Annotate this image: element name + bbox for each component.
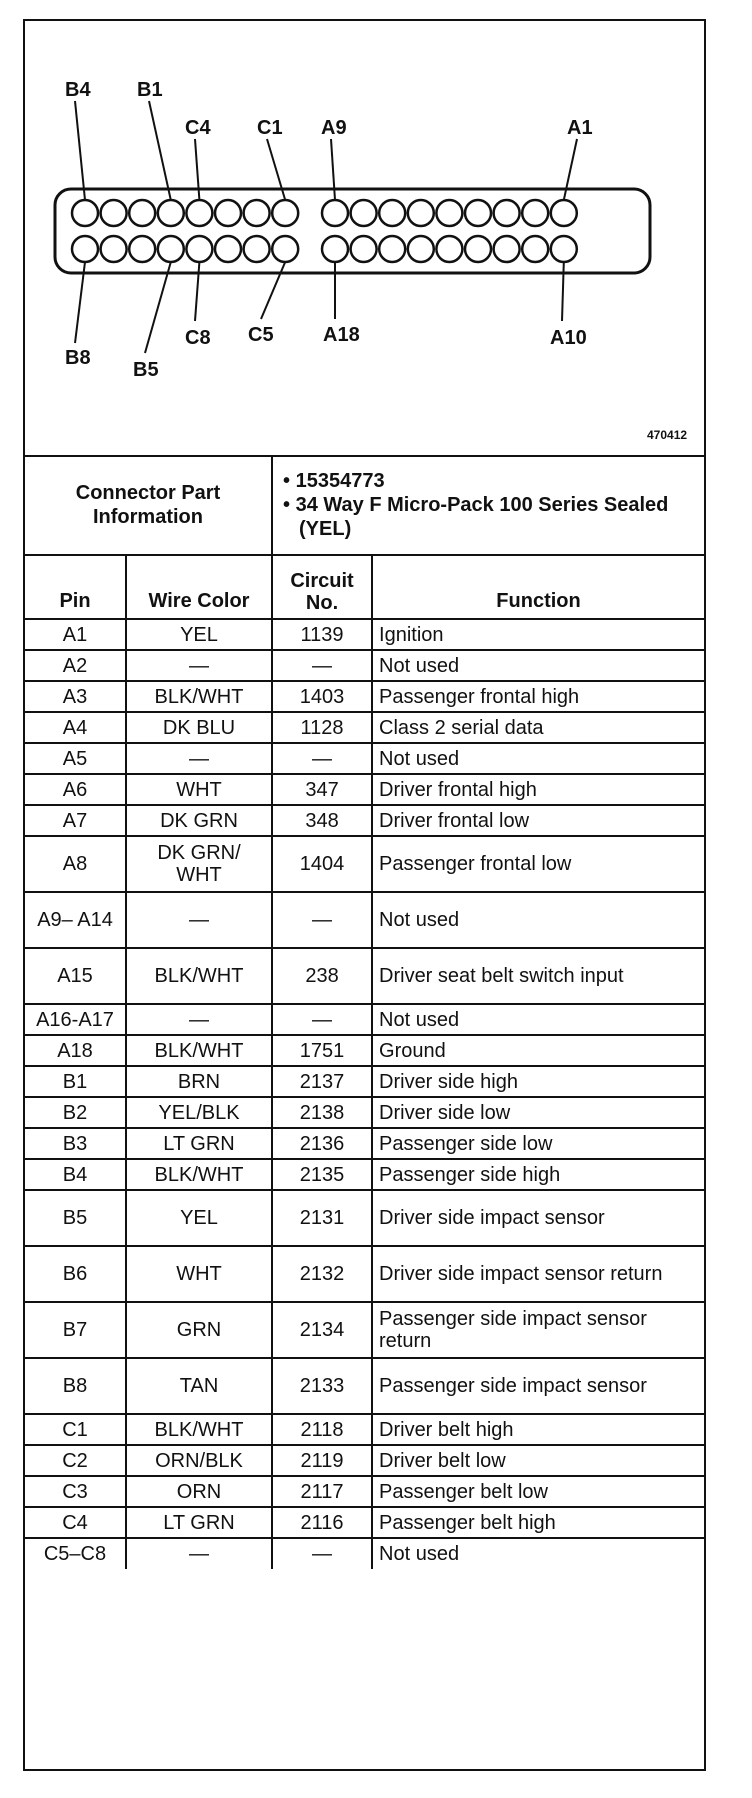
pin-socket: [101, 200, 127, 226]
table-row: [25, 1246, 704, 1302]
cell-circuit-no: 2133: [272, 1358, 372, 1414]
pin-socket: [215, 200, 241, 226]
cell-wire-color: LT GRN: [126, 1507, 272, 1538]
cell-pin: B2: [25, 1097, 126, 1128]
col-header-function: Function: [372, 555, 704, 619]
cell-pin: C3: [25, 1476, 126, 1507]
cell-pin: A8: [25, 836, 126, 892]
leader-line: [195, 139, 199, 200]
pin-socket: [351, 200, 377, 226]
cell-pin: A4: [25, 712, 126, 743]
pin-socket: [272, 200, 298, 226]
connector-face-svg: [25, 21, 704, 455]
table-row: [25, 681, 704, 712]
cell-pin: A9– A14: [25, 892, 126, 948]
cell-function: Driver side low: [372, 1097, 704, 1128]
connector-info-item: • 34 Way F Micro-Pack 100 Series Sealed (YEL): [283, 493, 669, 540]
cell-wire-color: DK BLU: [126, 712, 272, 743]
cell-circuit-no: 238: [272, 948, 372, 1004]
cell-function: Driver side impact sensor: [372, 1190, 704, 1246]
cell-function: Passenger belt low: [372, 1476, 704, 1507]
pin-socket: [322, 200, 348, 226]
table-row: [25, 948, 704, 1004]
cell-pin: A15: [25, 948, 126, 1004]
pin-label-c8: C8: [185, 327, 211, 349]
cell-pin: C1: [25, 1414, 126, 1445]
pin-label-b1: B1: [137, 79, 163, 101]
cell-pin: B5: [25, 1190, 126, 1246]
pinout-table: [25, 455, 704, 1569]
pin-socket: [494, 200, 520, 226]
connector-info-row: [25, 455, 704, 555]
pin-label-a1: A1: [567, 117, 593, 139]
pin-socket: [551, 236, 577, 262]
leader-line: [331, 139, 335, 200]
pin-label-a18: A18: [323, 324, 360, 346]
table-row: [25, 1004, 704, 1035]
cell-function: Ground: [372, 1035, 704, 1066]
cell-function: Driver frontal high: [372, 774, 704, 805]
table-row: [25, 1476, 704, 1507]
cell-pin: C5–C8: [25, 1538, 126, 1569]
cell-circuit-no: 1139: [272, 619, 372, 650]
leader-line: [149, 101, 171, 200]
connector-sheet: [23, 19, 706, 1771]
cell-wire-color: —: [126, 892, 272, 948]
cell-circuit-no: —: [272, 743, 372, 774]
cell-pin: A6: [25, 774, 126, 805]
pin-label-b8: B8: [65, 347, 91, 369]
cell-wire-color: —: [126, 743, 272, 774]
cell-pin: A2: [25, 650, 126, 681]
pin-socket: [522, 236, 548, 262]
table-row: [25, 836, 704, 892]
cell-pin: B1: [25, 1066, 126, 1097]
cell-function: Passenger frontal high: [372, 681, 704, 712]
cell-circuit-no: —: [272, 1004, 372, 1035]
pin-socket: [101, 236, 127, 262]
cell-wire-color: BLK/WHT: [126, 1414, 272, 1445]
pin-socket: [408, 200, 434, 226]
pin-label-b5: B5: [133, 359, 159, 381]
cell-function: Passenger belt high: [372, 1507, 704, 1538]
cell-function: Driver belt low: [372, 1445, 704, 1476]
cell-function: Driver belt high: [372, 1414, 704, 1445]
pin-label-c1: C1: [257, 117, 283, 139]
pin-socket: [351, 236, 377, 262]
leader-line: [75, 101, 85, 200]
pin-socket: [215, 236, 241, 262]
cell-wire-color: BRN: [126, 1066, 272, 1097]
leader-line: [145, 262, 171, 353]
table-row: [25, 619, 704, 650]
connector-info-list: [272, 455, 704, 555]
cell-function: Passenger side high: [372, 1159, 704, 1190]
cell-wire-color: BLK/WHT: [126, 1159, 272, 1190]
table-row: [25, 650, 704, 681]
cell-wire-color: ORN/BLK: [126, 1445, 272, 1476]
pin-socket: [322, 236, 348, 262]
table-row: [25, 1128, 704, 1159]
table-row: [25, 1538, 704, 1569]
cell-pin: C4: [25, 1507, 126, 1538]
pin-label-b4: B4: [65, 79, 91, 101]
pin-socket: [436, 200, 462, 226]
cell-function: Class 2 serial data: [372, 712, 704, 743]
cell-circuit-no: 2134: [272, 1302, 372, 1358]
cell-circuit-no: 1128: [272, 712, 372, 743]
pin-label-a9: A9: [321, 117, 347, 139]
pin-socket: [72, 200, 98, 226]
pin-label-c5: C5: [248, 324, 274, 346]
pin-socket: [158, 200, 184, 226]
cell-circuit-no: 1403: [272, 681, 372, 712]
cell-pin: A3: [25, 681, 126, 712]
leader-line: [195, 262, 199, 321]
cell-circuit-no: —: [272, 1538, 372, 1569]
cell-wire-color: —: [126, 1004, 272, 1035]
table-row: [25, 1097, 704, 1128]
cell-circuit-no: 347: [272, 774, 372, 805]
cell-pin: A1: [25, 619, 126, 650]
col-header-pin: Pin: [25, 555, 126, 619]
cell-circuit-no: 2137: [272, 1066, 372, 1097]
table-row: [25, 774, 704, 805]
cell-wire-color: LT GRN: [126, 1128, 272, 1159]
pin-socket: [186, 200, 212, 226]
cell-circuit-no: 1404: [272, 836, 372, 892]
cell-pin: A18: [25, 1035, 126, 1066]
table-row: [25, 1159, 704, 1190]
cell-wire-color: WHT: [126, 774, 272, 805]
cell-circuit-no: —: [272, 892, 372, 948]
cell-wire-color: GRN: [126, 1302, 272, 1358]
cell-pin: B3: [25, 1128, 126, 1159]
pin-socket: [379, 200, 405, 226]
cell-circuit-no: 2135: [272, 1159, 372, 1190]
cell-wire-color: TAN: [126, 1358, 272, 1414]
cell-circuit-no: 2118: [272, 1414, 372, 1445]
cell-function: Driver side impact sensor return: [372, 1246, 704, 1302]
table-row: [25, 1035, 704, 1066]
leader-line: [261, 262, 285, 319]
pin-socket: [129, 236, 155, 262]
cell-wire-color: DK GRN/ WHT: [126, 836, 272, 892]
leader-line: [562, 262, 564, 321]
cell-pin: A5: [25, 743, 126, 774]
cell-pin: B6: [25, 1246, 126, 1302]
cell-function: Driver seat belt switch input: [372, 948, 704, 1004]
cell-pin: B7: [25, 1302, 126, 1358]
cell-circuit-no: 2119: [272, 1445, 372, 1476]
table-row: [25, 805, 704, 836]
cell-wire-color: BLK/WHT: [126, 681, 272, 712]
pin-socket: [379, 236, 405, 262]
table-row: [25, 1190, 704, 1246]
table-row: [25, 1414, 704, 1445]
cell-function: Passenger side low: [372, 1128, 704, 1159]
cell-pin: B8: [25, 1358, 126, 1414]
pin-socket: [494, 236, 520, 262]
connector-diagram: [25, 21, 704, 457]
table-row: [25, 712, 704, 743]
cell-function: Not used: [372, 1538, 704, 1569]
pin-socket: [551, 200, 577, 226]
cell-function: Not used: [372, 650, 704, 681]
pin-label-a10: A10: [550, 327, 587, 349]
table-row: [25, 1358, 704, 1414]
cell-pin: B4: [25, 1159, 126, 1190]
table-row: [25, 1445, 704, 1476]
cell-circuit-no: —: [272, 650, 372, 681]
cell-wire-color: BLK/WHT: [126, 1035, 272, 1066]
cell-pin: C2: [25, 1445, 126, 1476]
leader-line: [267, 139, 285, 200]
cell-function: Not used: [372, 1004, 704, 1035]
cell-circuit-no: 2117: [272, 1476, 372, 1507]
cell-function: Ignition: [372, 619, 704, 650]
cell-circuit-no: 2138: [272, 1097, 372, 1128]
cell-wire-color: —: [126, 650, 272, 681]
cell-wire-color: YEL: [126, 619, 272, 650]
pin-socket: [272, 236, 298, 262]
cell-circuit-no: 348: [272, 805, 372, 836]
table-row: [25, 1066, 704, 1097]
pin-socket: [72, 236, 98, 262]
cell-wire-color: ORN: [126, 1476, 272, 1507]
cell-circuit-no: 2131: [272, 1190, 372, 1246]
cell-circuit-no: 2116: [272, 1507, 372, 1538]
pinout-table-body: [25, 455, 704, 1569]
table-row: [25, 892, 704, 948]
table-row: [25, 1302, 704, 1358]
cell-circuit-no: 2132: [272, 1246, 372, 1302]
cell-function: Driver frontal low: [372, 805, 704, 836]
pin-socket: [465, 236, 491, 262]
cell-wire-color: YEL: [126, 1190, 272, 1246]
cell-pin: A16-A17: [25, 1004, 126, 1035]
cell-circuit-no: 2136: [272, 1128, 372, 1159]
col-header-circuit-no: Circuit No.: [272, 555, 372, 619]
pin-socket: [244, 236, 270, 262]
connector-pins: [72, 200, 577, 262]
table-row: [25, 1507, 704, 1538]
leader-line: [564, 139, 577, 200]
pin-socket: [436, 236, 462, 262]
connector-info-item: • 15354773: [283, 469, 385, 492]
column-header-row: [25, 555, 704, 619]
cell-circuit-no: 1751: [272, 1035, 372, 1066]
cell-function: Passenger frontal low: [372, 836, 704, 892]
pin-socket: [522, 200, 548, 226]
cell-wire-color: BLK/WHT: [126, 948, 272, 1004]
cell-pin: A7: [25, 805, 126, 836]
figure-number: 470412: [647, 428, 688, 442]
pin-socket: [408, 236, 434, 262]
pin-socket: [465, 200, 491, 226]
pin-socket: [244, 200, 270, 226]
connector-info-title: Connector Part Information: [25, 455, 272, 555]
cell-function: Driver side high: [372, 1066, 704, 1097]
cell-function: Passenger side impact sensor return: [372, 1302, 704, 1358]
pin-label-c4: C4: [185, 117, 211, 139]
cell-wire-color: YEL/BLK: [126, 1097, 272, 1128]
cell-wire-color: WHT: [126, 1246, 272, 1302]
cell-function: Not used: [372, 743, 704, 774]
pin-socket: [129, 200, 155, 226]
cell-wire-color: DK GRN: [126, 805, 272, 836]
cell-wire-color: —: [126, 1538, 272, 1569]
pin-socket: [186, 236, 212, 262]
col-header-wire-color: Wire Color: [126, 555, 272, 619]
cell-function: Passenger side impact sensor: [372, 1358, 704, 1414]
table-row: [25, 743, 704, 774]
pin-socket: [158, 236, 184, 262]
cell-function: Not used: [372, 892, 704, 948]
